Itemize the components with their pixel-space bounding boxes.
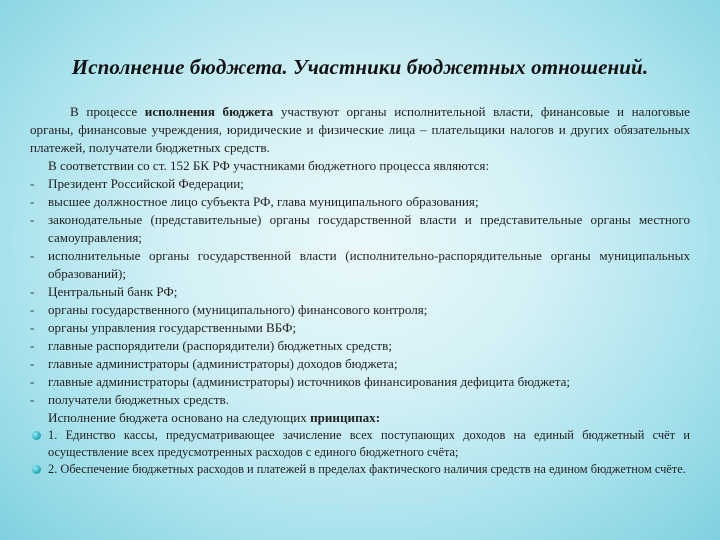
list-item — [30, 337, 690, 355]
list-item-text: законодательные (представительные) органы государственной власти и представительные органы местного самоуправления; — [48, 212, 690, 245]
principle-item — [30, 427, 690, 461]
list-item — [30, 319, 690, 337]
dash-marker: - — [30, 338, 35, 353]
principles-keyword: принципах: — [310, 410, 381, 425]
principle-item — [30, 461, 690, 478]
dash-marker: - — [30, 374, 35, 389]
list-item-text: органы государственного (муниципального) финансового контроля; — [48, 302, 428, 317]
intro-keyword: исполнения бюджета — [144, 104, 274, 119]
list-item-text: исполнительные органы государственной власти (исполнительно-распорядительные органы муниципальных образований); — [48, 248, 690, 281]
list-item — [30, 373, 690, 391]
principles-intro — [30, 409, 690, 427]
list-item — [30, 355, 690, 373]
round-bullet-icon — [32, 465, 41, 474]
list-item-text: главные администраторы (администраторы) источников финансирования дефицита бюджета; — [48, 374, 571, 389]
list-item — [30, 175, 690, 193]
dash-marker: - — [30, 320, 35, 335]
article-line: В соответствии со ст. 152 БК РФ участниками бюджетного процесса являются: — [48, 158, 490, 173]
list-item — [30, 391, 690, 409]
intro-prefix: В процессе — [70, 104, 145, 119]
list-item-text: Центральный банк РФ; — [48, 284, 178, 299]
dash-marker: - — [30, 284, 35, 299]
dash-marker: - — [30, 302, 35, 317]
dash-marker: - — [30, 176, 35, 191]
principle-text: 1. Единство кассы, предусматривающее зачисление всех поступающих доходов на единый бюджетный счёт и осуществление всех предусмотренных расходов с единого бюджетного счёта; — [48, 428, 690, 459]
principles-list — [30, 427, 690, 478]
list-item-text: главные администраторы (администраторы) доходов бюджета; — [48, 356, 398, 371]
list-item — [30, 193, 690, 211]
dash-marker: - — [30, 194, 35, 209]
dash-marker: - — [30, 212, 35, 227]
list-item — [30, 283, 690, 301]
list-item-text: органы управления государственными ВБФ; — [48, 320, 297, 335]
round-bullet-icon — [32, 431, 41, 440]
list-item — [30, 211, 690, 247]
list-item-text: высшее должностное лицо субъекта РФ, глава муниципального образования; — [48, 194, 479, 209]
participants-list — [30, 175, 690, 409]
list-item — [30, 301, 690, 319]
principle-text: 2. Обеспечение бюджетных расходов и платежей в пределах фактического наличия средств на едином бюджетном счёте. — [48, 462, 686, 476]
slide-title: Исполнение бюджета. Участники бюджетных отношений. — [71, 55, 649, 79]
intro-paragraph — [30, 103, 690, 157]
list-item-text: Президент Российской Федерации; — [48, 176, 244, 191]
list-item-text: главные распорядители (распорядители) бюджетных средств; — [48, 338, 392, 353]
list-item-text: получатели бюджетных средств. — [48, 392, 229, 407]
dash-marker: - — [30, 392, 35, 407]
slide-body — [30, 103, 690, 478]
intro-rest: участвуют органы исполнительной власти, финансовые и налоговые органы, финансовые учреждения, юридические и физические лица – плательщики налогов и других обязательных платежей, получатели бюджетных средств. — [30, 104, 690, 155]
dash-marker: - — [30, 248, 35, 263]
list-item — [30, 247, 690, 283]
principles-intro-prefix: Исполнение бюджета основано на следующих — [48, 410, 311, 425]
dash-marker: - — [30, 356, 35, 371]
